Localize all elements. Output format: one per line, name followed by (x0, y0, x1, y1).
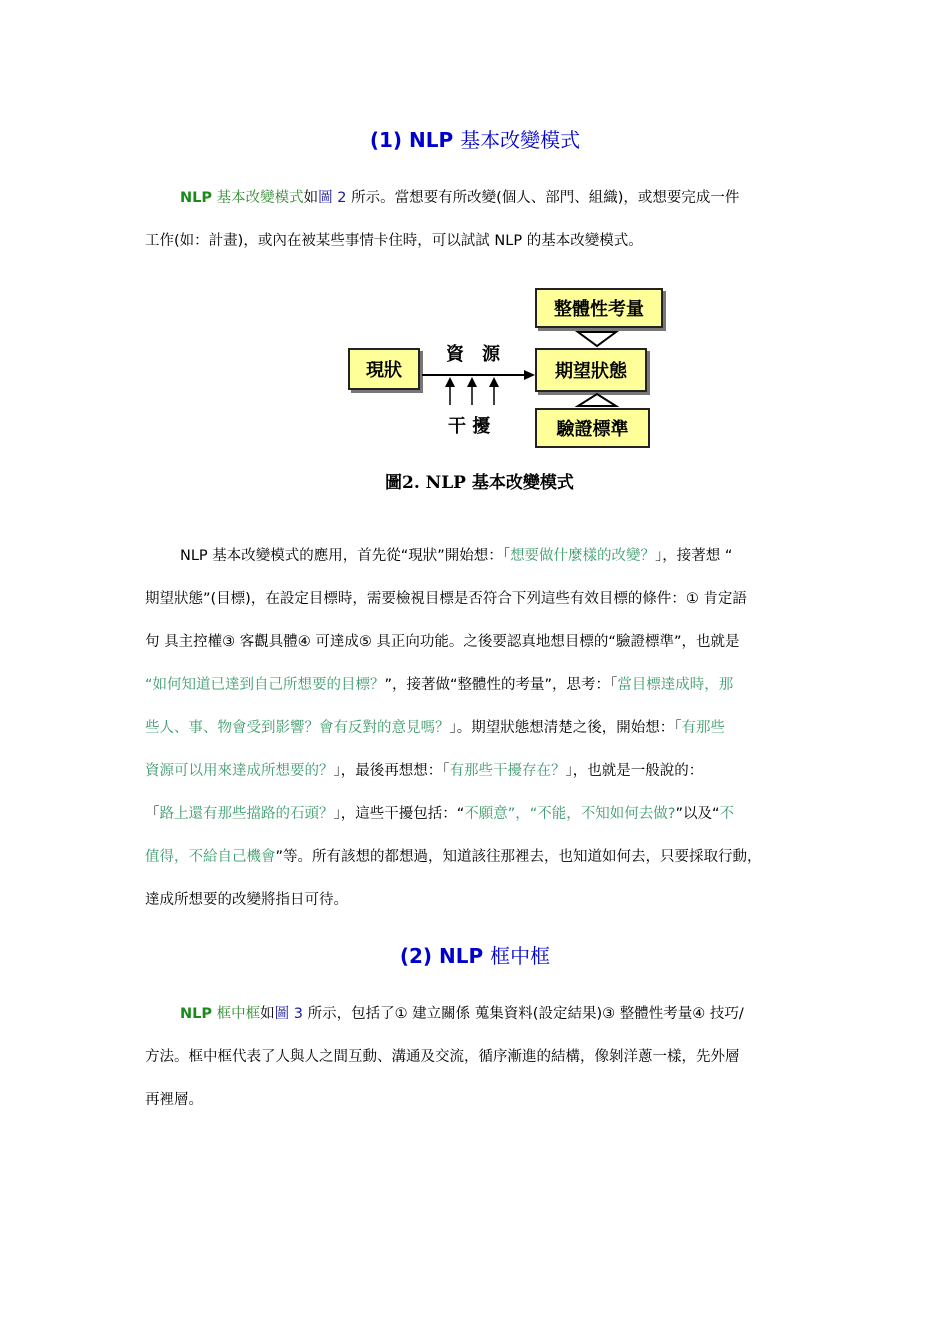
interference-label: 干 擾 (448, 416, 491, 437)
box-label: 整體性考量 (554, 299, 644, 320)
term-nlp: NLP (180, 190, 213, 206)
paragraph-line (145, 836, 825, 879)
term-text: 框中框 (212, 1006, 261, 1022)
main-arrow-head (524, 370, 535, 380)
quoted-question: 不願意”，“不能，不知如何去做? (464, 806, 676, 822)
paragraph-line: 工作(如：計畫)，或內在被某些事情卡住時，可以試試 NLP 的基本改變模式。 (145, 233, 643, 249)
section-1-heading (0, 126, 950, 154)
interference-arrow-1-head (445, 377, 455, 387)
interference-arrow-3-head (489, 377, 499, 387)
quoted-question: 值得，不給自己機會 (145, 849, 276, 865)
box-label: 現狀 (366, 360, 402, 381)
figure-caption: 圖2. NLP 基本改變模式 (385, 473, 574, 493)
text: 」。期望狀態想清楚之後，開始想：「 (449, 720, 682, 736)
text: 如 (303, 190, 319, 206)
interference-arrow-2-head (467, 377, 477, 387)
resources-label: 資 源 (446, 344, 500, 365)
quoted-question: 想要做什麼樣的改變？ (510, 548, 656, 564)
heading-number: (2) NLP (399, 944, 491, 968)
paragraph-line (145, 750, 825, 793)
heading-text: 基本改變模式 (460, 128, 581, 152)
heading-text: 框中框 (490, 944, 551, 968)
text: 」，也就是一般說的： (565, 763, 704, 779)
text: ”，接著做“整體性的考量”，思考：「 (384, 677, 618, 693)
quoted-question: 路上還有那些擋路的石頭？ (159, 806, 334, 822)
text: “ (145, 677, 153, 693)
box-label: 期望狀態 (555, 361, 627, 382)
down-arrow-to-desired (578, 332, 616, 346)
paragraph-line: 達成所想要的改變將指日可待。 (145, 892, 348, 908)
figure-reference-link[interactable]: 圖 2 (318, 190, 347, 206)
text: 所示。當想要有所改變(個人、部門、組織)，或想要完成一件 (346, 190, 740, 206)
text: 」，最後再想想：「 (333, 763, 450, 779)
quoted-question: 如何知道已達到自己所想要的目標？ (152, 677, 385, 693)
term-text: 基本改變模式 (212, 190, 304, 206)
text: 」，這些干擾包括：“ (333, 806, 465, 822)
paragraph-line: 期望狀態”(目標)，在設定目標時，需要檢視目標是否符合下列這些有效目標的條件：① 肯定語 (145, 591, 747, 607)
nlp-change-model-diagram (340, 282, 670, 497)
term-nlp: NLP (180, 1006, 213, 1022)
box-label: 驗證標準 (556, 419, 629, 440)
paragraph-line (145, 993, 825, 1036)
diagram-arrows (340, 282, 670, 497)
quoted-question: 些人、事、物會受到影響？會有反對的意見嗎？ (145, 720, 450, 736)
text: NLP 基本改變模式的應用，首先從“現狀”開始想：「 (180, 548, 511, 564)
text: 「 (145, 806, 160, 822)
quoted-question: 有那些干擾存在？ (449, 763, 566, 779)
text: 所示，包括了① 建立關係 蒐集資料(設定結果)③ 整體性考量④ 技巧/ (302, 1006, 744, 1022)
text: ”等。所有該想的都想過，知道該往那裡去，也知道如何去，只要採取行動， (275, 849, 762, 865)
text: 如 (260, 1006, 275, 1022)
section-1-paragraph-1 (145, 177, 825, 263)
heading-number: (1) NLP (369, 128, 461, 152)
paragraph-line: 再裡層。 (145, 1092, 203, 1108)
paragraph-line (145, 707, 825, 750)
section-1-paragraph-2 (145, 535, 825, 922)
up-arrow-to-desired (578, 394, 616, 406)
paragraph-line: 句 具主控權③ 客觀具體④ 可達成⑤ 具正向功能。之後要認真地想目標的“驗證標準”，也就是 (145, 634, 740, 650)
paragraph-line (145, 793, 825, 836)
paragraph-line: 方法。框中框代表了人與人之間互動、溝通及交流，循序漸進的結構，像剝洋蔥一樣，先外層 (145, 1049, 740, 1065)
quoted-question: 資源可以用來達成所想要的？ (145, 763, 334, 779)
paragraph-line (145, 177, 825, 220)
text: ”以及“ (675, 806, 720, 822)
quoted-question: 有那些 (681, 720, 725, 736)
section-2-paragraph (145, 993, 825, 1122)
figure-reference-link[interactable]: 圖 3 (274, 1006, 303, 1022)
quoted-question: 不 (719, 806, 735, 822)
text: 」，接著想 “ (655, 548, 733, 564)
paragraph-line (145, 664, 825, 707)
section-2-heading (0, 942, 950, 970)
paragraph-line (145, 535, 825, 578)
quoted-question: 當目標達成時，那 (617, 677, 734, 693)
